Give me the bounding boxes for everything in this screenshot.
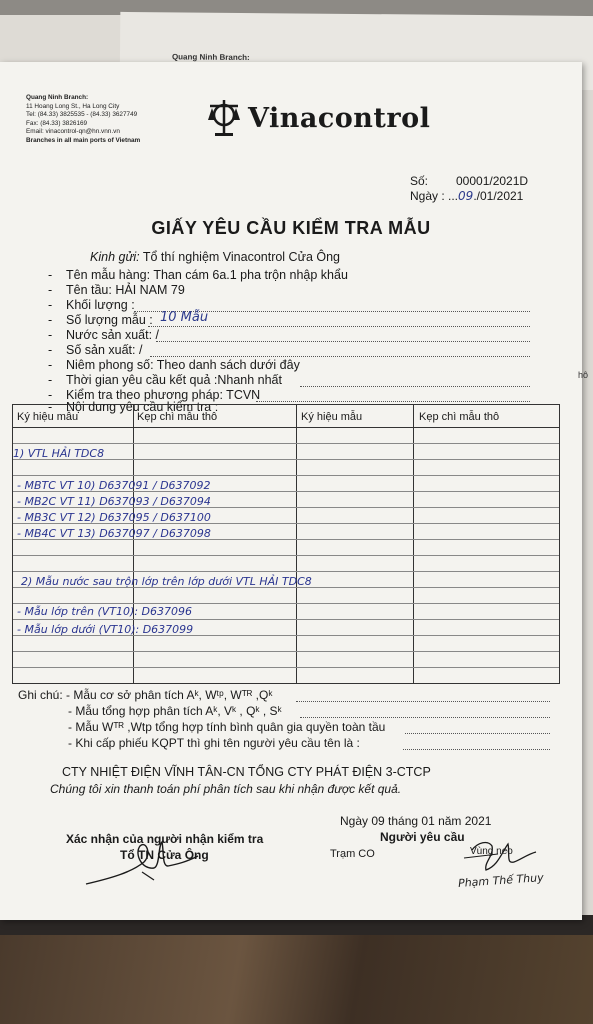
handwritten-line: 2) Mẫu nước sau trộn lớp trên lớp dưới VTL HẢI TDC8 bbox=[21, 575, 312, 588]
so-label: Số: bbox=[410, 174, 429, 188]
requester-signature bbox=[458, 832, 568, 904]
ghi-chu-line-3: - Mẫu Wᵀᴿ ,Wtp tổng hợp tính bình quân gia quyền toàn tầu bbox=[68, 720, 386, 734]
table-row-line bbox=[13, 603, 559, 604]
kinh-gui-value: Tổ thí nghiệm Vinacontrol Cửa Ông bbox=[142, 250, 341, 264]
receiver-confirm-label: Xác nhận của người nhận kiểm tra bbox=[66, 832, 264, 846]
handwritten-line: - Mẫu lớp trên (VT10): D637096 bbox=[17, 605, 192, 618]
dotted-line bbox=[150, 356, 530, 357]
table-column-divider bbox=[296, 405, 297, 683]
document-date bbox=[410, 189, 523, 203]
field-so-luong-text: Số lượng mẫu : bbox=[66, 313, 153, 327]
right-sheet-fragment: hô bbox=[578, 370, 589, 380]
table-column-divider bbox=[413, 405, 414, 683]
handwritten-line: - Mẫu lớp dưới (VT10): D637099 bbox=[17, 623, 194, 636]
ghi-chu-line-1: Ghi chú: - Mẫu cơ sở phân tích Aᵏ, Wᵗᵖ, Wᵀᴿ ,Qᵏ bbox=[18, 688, 273, 702]
receiver-signature bbox=[82, 832, 202, 892]
branch-email: Email: vinacontrol-qn@hn.vnn.vn bbox=[26, 128, 120, 135]
field-so-sx-text: Số sản xuất: / bbox=[66, 343, 143, 357]
table-row-line bbox=[13, 443, 559, 444]
field-niem-phong-text: Niêm phong số: Theo danh sách dưới đây bbox=[66, 358, 300, 372]
so-luong-handwritten: 10 Mẫu bbox=[160, 310, 209, 325]
branch-fax: Fax: (84.33) 3826169 bbox=[26, 119, 88, 127]
page-title: GIẤY YÊU CẦU KIỂM TRA MẪU bbox=[151, 218, 431, 238]
under-sheet-label: Quang Ninh Branch: bbox=[171, 52, 250, 63]
document-sheet: Quang Ninh Branch: 11 Hoang Long St., Ha Long City Tel: (84.33) 3825535 - (84.33) 3627749 Fax: (84.33) 3826169 Email: vinacontrol-qn@hn.vnn.vn Branches in all main ports of Vietnam Vinacontrol Số: 00001/2021D Ngày : ...09./01/2021 GIẤY YÊU CẦU KIỂM TRA MẪU Kinh gửi: Tổ thí nghiệm Vinacontrol Cửa Ông - Tên mẫu hàng: Than cám 6a.1 pha trộn nhập khẩu - Tên tầu: HẢI NAM 79 - Khối lượng : - Số lượng mẫu : 10 Mẫu - Nước sản xuất: / - Số sản xuất: / - Niêm phong số: Theo danh sách dưới đây - Thời gian yêu cầu kết quả :Nhanh nhất - Kiểm tra theo phương pháp: TCVN - Nội dung yêu cầu kiểm tra : Ký hiệu mẫu Kẹp chì mẫu thô Ký hiệu mẫu Kẹp chì mẫu thô 1) VTL HẢI TDC8 - MBTC VT 10) D637091 / D637092 - MB2C VT 11) D637093 / D637094 - MB3C VT 12) D637095 / D637100 - MB4C VT 13) D637097 / D637098 2) Mẫu nước sau trộn lớp trên lớp dưới VTL HẢI TDC8 - Mẫu lớp trên (VT10): D637096 - Mẫu lớp dưới (VT10): D637099 Ghi chú: - Mẫu cơ sở phân tích Aᵏ, Wᵗᵖ, Wᵀᴿ ,Qᵏ - Mẫu tổng hợp phân tích Aᵏ, Vᵏ , Qᵏ , Sᵏ - Mẫu Wᵀᴿ ,Wtp tổng hợp tính bình quân gia quyền toàn tầu - Khi cấp phiếu KQPT thì ghi tên người yêu cầu tên là : CTY NHIỆT ĐIỆN VĨNH TÂN-CN TỔNG CTY PHÁT ĐIỆN 3-CTCP Chúng tôi xin thanh toán phí phân tích sau khi nhận được kết quả. Ngày 09 tháng 01 năm 2021 Người yêu cầu Xác nhận của người nhận kiểm tra Tổ TN Cửa Ông Trạm CO Vùng neo Phạm Thế Thuy bbox=[0, 62, 582, 920]
dotted-line bbox=[405, 733, 550, 734]
requester-signature-name: Phạm Thế Thuy bbox=[457, 871, 545, 890]
vinacontrol-logo bbox=[206, 98, 430, 138]
branch-info bbox=[26, 94, 140, 145]
branch-address: 11 Hoang Long St., Ha Long City bbox=[26, 102, 120, 110]
ngay-rest: ./01/2021 bbox=[473, 189, 524, 203]
field-nuoc-sx-text: Nước sản xuất: / bbox=[66, 328, 159, 342]
dotted-line bbox=[300, 717, 550, 718]
table-header-kep-chi-2: Kẹp chì mẫu thô bbox=[419, 411, 500, 423]
table-header-divider bbox=[13, 427, 559, 428]
receiver-unit: Tổ TN Cửa Ông bbox=[120, 848, 209, 862]
ghi-chu-line-4: - Khi cấp phiếu KQPT thì ghi tên người yêu cầu tên là : bbox=[68, 736, 360, 750]
handwritten-line: - MB4C VT 13) D637097 / D637098 bbox=[17, 527, 211, 540]
dotted-line bbox=[148, 326, 530, 327]
floor bbox=[0, 935, 593, 1024]
table-row-line bbox=[13, 651, 559, 652]
table-column-divider bbox=[133, 405, 134, 683]
field-ten-tau-text: Tên tầu: HẢI NAM 79 bbox=[66, 283, 185, 297]
table-row-line bbox=[13, 555, 559, 556]
payment-note: Chúng tôi xin thanh toán phí phân tích sau khi nhận được kết quả. bbox=[50, 782, 402, 796]
handwritten-line: - MBTC VT 10) D637091 / D637092 bbox=[17, 479, 211, 492]
kinh-gui bbox=[90, 250, 340, 264]
dotted-line bbox=[403, 749, 550, 750]
table-row-line bbox=[13, 571, 559, 572]
branch-tel: Tel: (84.33) 3825535 - (84.33) 3627749 bbox=[26, 111, 138, 118]
table-header-ky-hieu-2: Ký hiệu mẫu bbox=[301, 411, 363, 423]
field-phuong-phap-text: Kiểm tra theo phương pháp: TCVN bbox=[66, 388, 261, 402]
ngay-label: Ngày : ... bbox=[410, 189, 459, 203]
branch-ports: Branches in all main ports of Vietnam bbox=[26, 136, 141, 144]
ngay-day: 09 bbox=[458, 189, 474, 203]
stamp-tram-co: Trạm CO bbox=[330, 848, 375, 860]
sample-table bbox=[12, 404, 560, 684]
dotted-line bbox=[296, 701, 550, 702]
table-header-ky-hieu-1: Ký hiệu mẫu bbox=[17, 411, 79, 423]
field-khoi-luong-text: Khối lượng : bbox=[66, 298, 135, 312]
so-value: 00001/2021D bbox=[456, 174, 529, 188]
field-ten-mau-text: Tên mẫu hàng: Than cám 6a.1 pha trộn nhập khẩu bbox=[66, 268, 348, 282]
table-row-line bbox=[13, 619, 559, 620]
table-header-kep-chi-1: Kẹp chì mẫu thô bbox=[137, 411, 218, 423]
scales-icon bbox=[206, 98, 242, 138]
handwritten-line: - MB3C VT 12) D637095 / D637100 bbox=[17, 511, 211, 524]
table-row-line bbox=[13, 475, 559, 476]
branch-name: Quang Ninh Branch: bbox=[26, 94, 89, 101]
ghi-chu-line-2: - Mẫu tổng hợp phân tích Aᵏ, Vᵏ , Qᵏ , Sᵏ bbox=[68, 704, 282, 718]
handwritten-line: 1) VTL HẢI TDC8 bbox=[13, 447, 105, 460]
signing-date: Ngày 09 tháng 01 năm 2021 bbox=[340, 814, 492, 828]
table-row-line bbox=[13, 667, 559, 668]
company-name: CTY NHIỆT ĐIỆN VĨNH TÂN-CN TỔNG CTY PHÁT ĐIỆN 3-CTCP bbox=[62, 765, 431, 779]
stamp-vung-neo: Vùng neo bbox=[470, 846, 513, 857]
kinh-gui-label: Kinh gửi: bbox=[90, 250, 140, 264]
field-noi-dung-text: Nội dung yêu cầu kiểm tra : bbox=[66, 400, 219, 414]
dotted-line bbox=[256, 401, 530, 402]
handwritten-line: - MB2C VT 11) D637093 / D637094 bbox=[17, 495, 211, 508]
dotted-line bbox=[156, 341, 530, 342]
logo-text: Vinacontrol bbox=[248, 102, 431, 134]
document-number bbox=[410, 174, 529, 188]
requester-label: Người yêu cầu bbox=[380, 830, 465, 844]
dotted-line bbox=[300, 386, 530, 387]
field-thoi-gian-text: Thời gian yêu cầu kết quả :Nhanh nhất bbox=[66, 373, 282, 387]
